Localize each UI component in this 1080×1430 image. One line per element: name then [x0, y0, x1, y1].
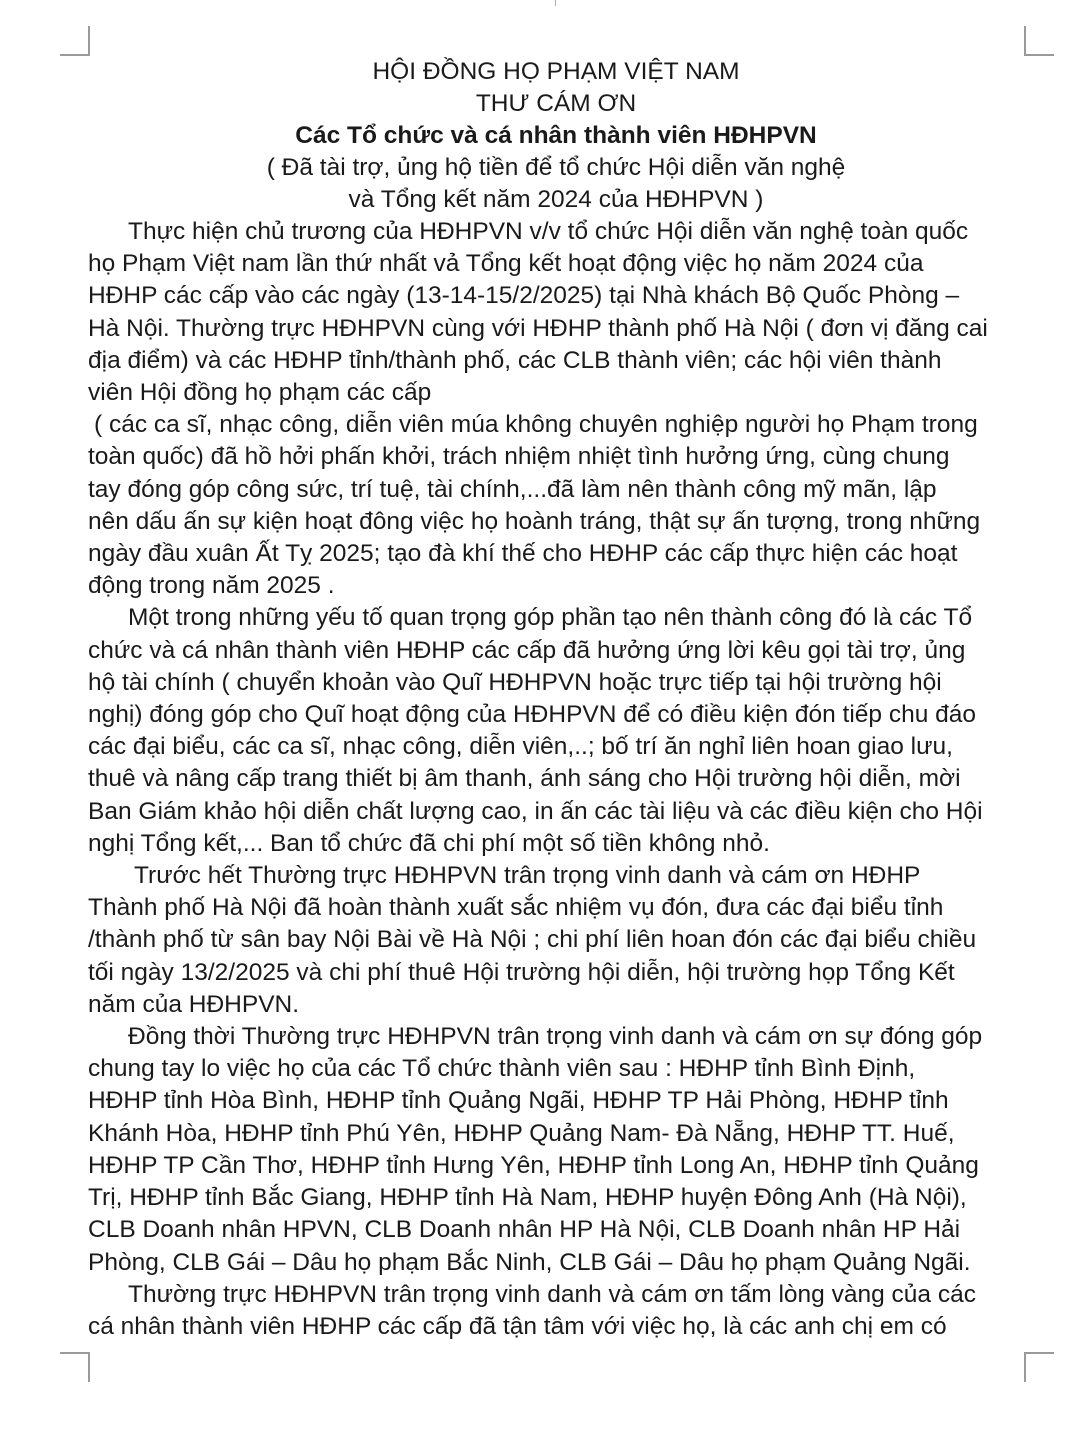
text-line: năm của HĐHPVN. — [88, 990, 300, 1018]
paragraph-1 — [88, 216, 1024, 602]
text-line: động trong năm 2025 . — [88, 572, 335, 600]
text-line: tay đóng góp công sức, trí tuệ, tài chính,...đã làm nên thành công mỹ mãn, lập — [88, 475, 937, 503]
text-line: tối ngày 13/2/2025 và chi phí thuê Hội trường hội diễn, hội trường họp Tổng Kết — [88, 958, 955, 986]
text-line: viên Hội đồng họ phạm các cấp — [88, 379, 432, 407]
text-line: Phòng, CLB Gái – Dâu họ phạm Bắc Ninh, CLB Gái – Dâu họ phạm Quảng Ngãi. — [88, 1248, 971, 1276]
text-line: CLB Doanh nhân HPVN, CLB Doanh nhân HP Hà Nội, CLB Doanh nhân HP Hải — [88, 1216, 961, 1244]
text-line: Trước hết Thường trực HĐHPVN trân trọng vinh danh và cám ơn HĐHP — [134, 862, 921, 890]
page-top-tick — [555, 0, 556, 6]
paragraph-2 — [88, 602, 1024, 860]
text-line: nghị) đóng góp cho Quĩ hoạt động của HĐHPVN để có điều kiện đón tiếp chu đáo — [88, 701, 977, 729]
crop-mark-top-left — [60, 26, 90, 56]
org-name: HỘI ĐỒNG HỌ PHẠM VIỆT NAM — [372, 58, 740, 85]
text-line: Trị, HĐHP tỉnh Bắc Giang, HĐHP tỉnh Hà Nam, HĐHP huyện Đông Anh (Hà Nội), — [88, 1184, 967, 1212]
text-line: địa điểm) và các HĐHP tỉnh/thành phố, các CLB thành viên; các hội viên thành — [88, 346, 942, 374]
text-line: chung tay lo việc họ của các Tổ chức thành viên sau : HĐHP tỉnh Bình Định, — [88, 1055, 916, 1083]
note-line-2: và Tổng kết năm 2024 của HĐHPVN ) — [348, 186, 764, 213]
text-line: nên dấu ấn sự kiện hoạt đông việc họ hoành tráng, thật sự ấn tượng, trong những — [88, 507, 981, 535]
note-line-1: ( Đã tài trợ, ủng hộ tiền để tổ chức Hội diễn văn nghệ — [266, 154, 846, 181]
text-line: /thành phố từ sân bay Nội Bài về Hà Nội ; chi phí liên hoan đón các đại biểu chiều — [88, 926, 977, 954]
text-line: ( các ca sĩ, nhạc công, diễn viên múa không chuyên nghiệp người họ Phạm trong — [94, 411, 978, 439]
text-line: chức và cá nhân thành viên HĐHP các cấp đã hưởng ứng lời kêu gọi tài trợ, ủng — [88, 636, 966, 664]
doc-title: THƯ CÁM ƠN — [475, 90, 637, 117]
text-line: ngày đầu xuân Ất Tỵ 2025; tạo đà khí thế cho HĐHP các cấp thực hiện các hoạt — [88, 540, 958, 568]
text-line: toàn quốc) đã hồ hởi phấn khởi, trách nhiệm nhiệt tình hưởng ứng, cùng chung — [88, 443, 950, 471]
paragraph-4 — [88, 1021, 1024, 1279]
document-content — [88, 52, 1024, 1343]
text-line: HĐHP TP Cần Thơ, HĐHP tỉnh Hưng Yên, HĐHP tỉnh Long An, HĐHP tỉnh Quảng — [88, 1151, 979, 1179]
text-line: Một trong những yếu tố quan trọng góp phần tạo nên thành công đó là các Tổ — [128, 604, 973, 632]
paragraph-5 — [88, 1279, 1024, 1343]
text-line: HĐHP tỉnh Hòa Bình, HĐHP tỉnh Quảng Ngãi, HĐHP TP Hải Phòng, HĐHP tỉnh — [88, 1087, 949, 1115]
crop-mark-bottom-right — [1024, 1352, 1054, 1382]
text-line: Thực hiện chủ trương của HĐHPVN v/v tổ chức Hội diễn văn nghệ toàn quốc — [128, 218, 969, 245]
text-line: cá nhân thành viên HĐHP các cấp đã tận tâm với việc họ, là các anh chị em có — [88, 1312, 947, 1340]
text-line: Khánh Hòa, HĐHP tỉnh Phú Yên, HĐHP Quảng Nam- Đà Nẵng, HĐHP TT. Huế, — [88, 1119, 955, 1147]
text-line: nghị Tổng kết,... Ban tổ chức đã chi phí một số tiền không nhỏ. — [88, 829, 770, 857]
text-line: Ban Giám khảo hội diễn chất lượng cao, in ấn các tài liệu và các điều kiện cho Hội — [88, 797, 983, 825]
crop-mark-bottom-left — [60, 1352, 90, 1382]
text-line: HĐHP các cấp vào các ngày (13-14-15/2/2025) tại Nhà khách Bộ Quốc Phòng – — [88, 282, 960, 310]
text-line: họ Phạm Việt nam lần thứ nhất vả Tổng kết hoạt động việc họ năm 2024 của — [88, 250, 924, 278]
text-line: thuê và nâng cấp trang thiết bị âm thanh, ánh sáng cho Hội trường hội diễn, mời — [88, 765, 961, 793]
text-line: Thành phố Hà Nội đã hoàn thành xuất sắc nhiệm vụ đón, đưa các đại biểu tỉnh — [88, 894, 944, 922]
text-line: hộ tài chính ( chuyển khoản vào Quĩ HĐHPVN hoặc trực tiếp tại hội trường hội — [88, 668, 942, 696]
paragraph-3 — [88, 860, 1024, 1021]
text-line: Hà Nội. Thường trực HĐHPVN cùng với HĐHP thành phố Hà Nội ( đơn vị đăng cai — [88, 314, 988, 342]
text-line: Thường trực HĐHPVN trân trọng vinh danh và cám ơn tấm lòng vàng của các — [128, 1280, 976, 1308]
recipients-title: Các Tổ chức và cá nhân thành viên HĐHPVN — [295, 122, 817, 149]
crop-mark-top-right — [1024, 26, 1054, 56]
text-line: Đồng thời Thường trực HĐHPVN trân trọng vinh danh và cám ơn sự đóng góp — [128, 1023, 983, 1051]
text-line: các đại biểu, các ca sĩ, nhạc công, diễn viên,..; bố trí ăn nghỉ liên hoan giao lưu, — [88, 733, 953, 761]
